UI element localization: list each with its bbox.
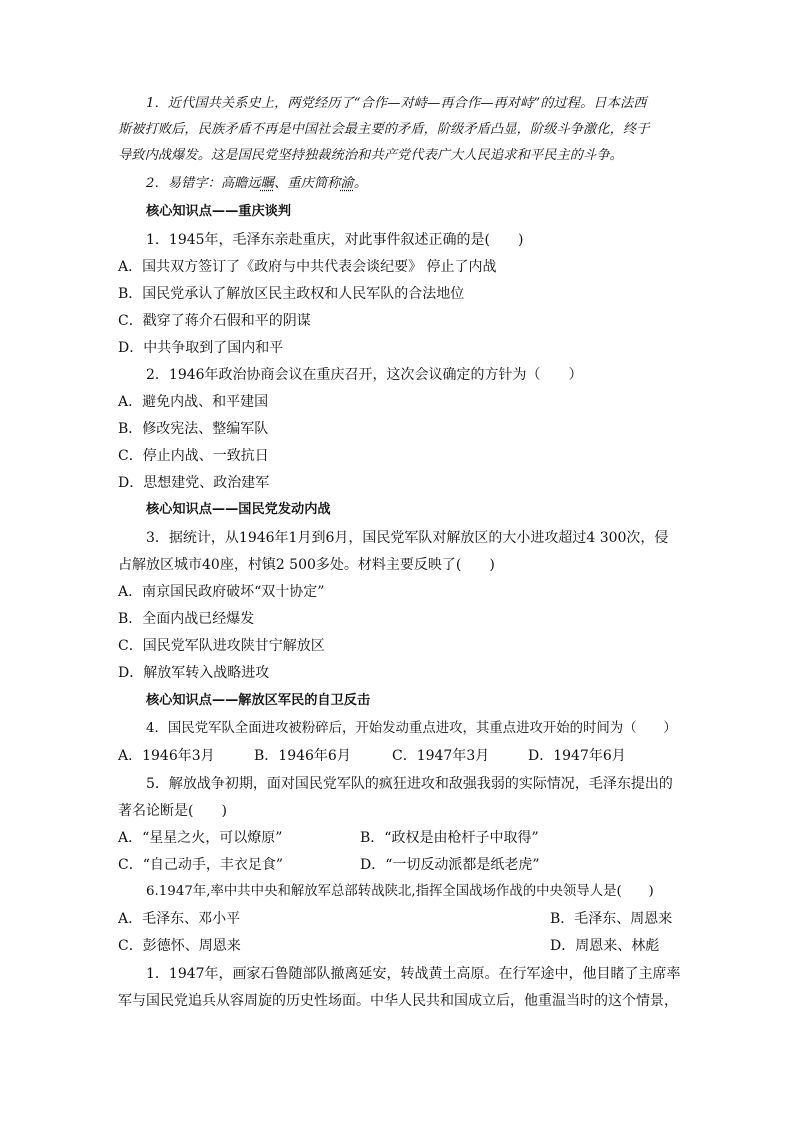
question-2-option-b: B．修改宪法、整编军队	[118, 421, 269, 437]
question-5-option-c: C．“自己动手，丰衣足食”	[118, 857, 284, 873]
question-2-option-c: C．停止内战、一致抗日	[118, 448, 269, 464]
material-line-1: 1．1947年，画家石鲁随部队撤离延安，转战黄土高原。在行军途中，他目睹了主席率	[146, 966, 681, 982]
material-line-2: 军与国民党追兵从容周旋的历史性场面。中华人民共和国成立后，他重温当时的这个情景，	[118, 993, 678, 1009]
note-2-end: 。	[353, 176, 368, 191]
question-1-option-a: A．国共双方签订了《政府与中共代表会谈纪要》 停止了内战	[118, 259, 497, 275]
note-2	[146, 174, 367, 194]
question-3-option-d: D．解放军转入战略进攻	[118, 665, 270, 681]
question-6-option-c: C．彭德怀、周恩来	[118, 938, 241, 954]
question-5-stem-line-2: 著名论断是( )	[118, 803, 227, 819]
question-1-option-d: D．中共争取到了国内和平	[118, 340, 284, 356]
note-1-line-2: 斯被打败后，民族矛盾不再是中国社会最主要的矛盾，阶级矛盾凸显，阶级斗争激化，终于	[118, 122, 650, 137]
section-heading-2: 核心知识点——国民党发动内战	[146, 502, 331, 517]
question-4-option-d: D．1947年6月	[528, 748, 626, 764]
question-1-option-b: B．国民党承认了解放区民主政权和人民军队的合法地位	[118, 286, 465, 302]
note-2-word-1: 瞩	[260, 176, 275, 191]
question-6-option-a: A．毛泽东、邓小平	[118, 911, 241, 927]
note-2-word-2: 渝	[340, 176, 354, 191]
question-5-option-d: D．“一切反动派都是纸老虎”	[360, 857, 540, 873]
question-5-stem-line-1: 5．解放战争初期，面对国民党军队的疯狂进攻和敌强我弱的实际情况，毛泽东提出的	[146, 776, 673, 792]
note-1-line-3: 导致内战爆发。这是国民党坚持独裁统治和共产党代表广大人民追求和平民主的斗争。	[118, 148, 623, 163]
note-2-prefix: 2．易错字：高瞻远	[146, 176, 261, 191]
question-5-option-b: B．“政权是由枪杆子中取得”	[360, 830, 539, 846]
question-2-stem: 2．1946年政治协商会议在重庆召开，这次会议确定的方针为（ ）	[146, 367, 583, 383]
question-3-stem-line-1: 3．据统计，从1946年1月到6月，国民党军队对解放区的大小进攻超过4 300次，侵	[146, 530, 669, 546]
question-3-stem-line-2: 占解放区城市40座，村镇2 500多处。材料主要反映了( )	[118, 557, 495, 573]
question-2-option-a: A．避免内战、和平建国	[118, 394, 269, 410]
note-2-mid: 、重庆简称	[274, 176, 341, 191]
question-4-option-c: C．1947年3月	[392, 748, 490, 764]
question-3-option-a: A．南京国民政府破坏“双十协定”	[118, 584, 325, 600]
question-3-option-c: C．国民党军队进攻陕甘宁解放区	[118, 638, 325, 654]
question-1-stem: 1．1945年，毛泽东亲赴重庆，对此事件叙述正确的是( )	[146, 232, 524, 248]
question-6-option-b: B．毛泽东、周恩来	[550, 911, 673, 927]
question-3-option-b: B．全面内战已经爆发	[118, 611, 255, 627]
question-1-option-c: C．戳穿了蒋介石假和平的阴谋	[118, 313, 311, 329]
question-2-option-d: D．思想建党、政治建军	[118, 475, 270, 491]
question-4-option-a: A．1946年3月	[118, 748, 215, 764]
note-1-line-1: 1．近代国共关系史上，两党经历了“合作—对峙—再合作—再对峙”的过程。日本法西	[146, 96, 647, 111]
question-4-stem: 4．国民党军队全面进攻被粉碎后，开始发动重点进攻，其重点进攻开始的时间为（ ）	[146, 721, 677, 736]
question-5-option-a: A．“星星之火，可以燎原”	[118, 830, 283, 846]
section-heading-3: 核心知识点——解放区军民的自卫反击	[146, 693, 371, 708]
question-6-option-d: D．周恩来、林彪	[550, 938, 660, 954]
section-heading-1: 核心知识点——重庆谈判	[146, 204, 292, 219]
question-6-stem: 6.1947年,率中共中央和解放军总部转战陕北,指挥全国战场作战的中央领导人是( )	[146, 884, 654, 899]
question-4-option-b: B．1946年6月	[254, 748, 351, 764]
